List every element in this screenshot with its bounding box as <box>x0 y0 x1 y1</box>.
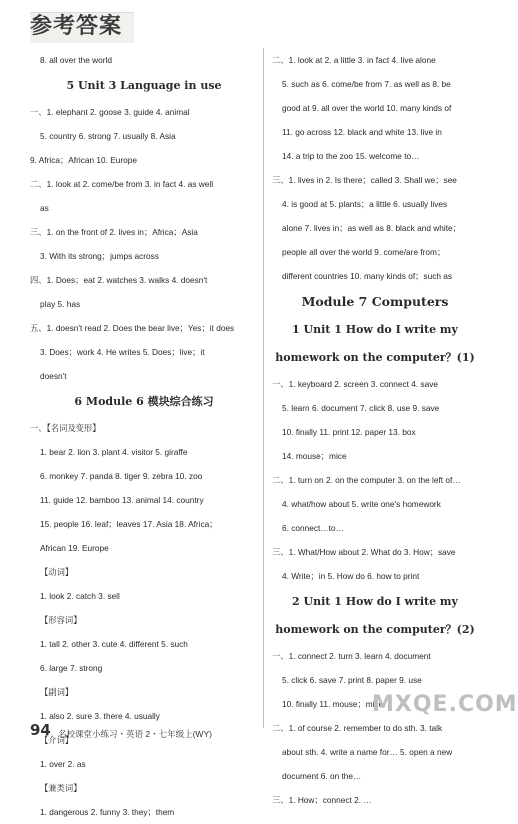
left-answer-line: as <box>40 203 49 213</box>
left-answer-line: 一、【名词及变形】 <box>30 423 101 433</box>
left-answer-line: 1. dangerous 2. funny 3. they；them <box>40 807 175 817</box>
right-answer-line: 三、1. lives in 2. Is there；called 3. Shall we；see <box>272 175 457 185</box>
right-answer-line: homework on the computer？(1) <box>275 351 475 364</box>
right-answer-line: 14. mouse；mice <box>282 451 347 461</box>
footer-text: 名校课堂小练习・英语 2・七年级上(WY) <box>58 729 212 739</box>
right-answer-line: 二、1. look at 2. a little 3. in fact 4. live alone <box>272 55 436 65</box>
right-answer-line: 三、1. What/How about 2. What do 3. How；save <box>272 547 456 557</box>
right-answer-line: people all over the world 9. come/are from； <box>282 247 446 257</box>
left-answer-line: 1. tall 2. other 3. cute 4. different 5. such <box>40 639 188 649</box>
right-answer-line: 一、1. keyboard 2. screen 3. connect 4. save <box>272 379 439 389</box>
right-answer-line: Module 7 Computers <box>301 294 449 309</box>
page-footer <box>30 721 480 744</box>
left-answer-line: 15. people 16. leaf；leaves 17. Asia 18. Africa； <box>40 519 218 529</box>
left-answer-line: 一、1. elephant 2. goose 3. guide 4. animal <box>30 107 190 117</box>
right-answer-line: 14. a trip to the zoo 15. welcome to… <box>282 151 420 161</box>
left-answer-line: 5 Unit 3 Language in use <box>66 79 222 92</box>
left-answer-line: African 19. Europe <box>40 543 109 553</box>
left-answer-line: 6. monkey 7. panda 8. tiger 9. zebra 10. zoo <box>40 471 203 481</box>
left-answer-line: 【兼类词】 <box>40 783 82 793</box>
page-header <box>0 0 500 42</box>
right-answer-line: 5. such as 6. come/be from 7. as well as 8. be <box>282 79 451 89</box>
left-answer-line: 11. guide 12. bamboo 13. animal 14. country <box>40 495 204 505</box>
right-answer-line: different countries 10. many kinds of；such as <box>282 271 453 281</box>
left-answer-line: 3. With its strong；jumps across <box>40 251 159 261</box>
right-answer-line: 一、1. connect 2. turn 3. learn 4. document <box>272 651 431 661</box>
right-answer-line: 三、1. How；connect 2. … <box>272 795 372 805</box>
left-answer-line: 6 Module 6 模块综合练习 <box>74 395 214 408</box>
right-answer-line: 4. Write；in 5. How do 6. how to print <box>282 571 420 581</box>
column-divider <box>263 48 264 728</box>
left-answer-line: 1. look 2. catch 3. sell <box>40 591 120 601</box>
left-answer-line: 【副词】 <box>40 687 74 697</box>
right-answer-line: 二、1. turn on 2. on the computer 3. on the left of… <box>272 475 461 485</box>
right-answer-line: 二、1. of course 2. remember to do sth. 3. talk <box>272 723 443 733</box>
right-answer-line: about sth. 4. write a name for… 5. open a new <box>282 747 453 757</box>
right-answer-line: 4. is good at 5. plants；a little 6. usually lives <box>282 199 448 209</box>
right-answer-line: 1 Unit 1 How do I write my <box>292 323 458 336</box>
left-answer-line: 5. country 6. strong 7. usually 8. Asia <box>40 131 176 141</box>
left-answer-line: 【动词】 <box>40 567 74 577</box>
right-answer-line: 11. go across 12. black and white 13. live in <box>282 127 442 137</box>
left-answer-line: 【形容词】 <box>40 615 82 625</box>
right-answer-line: 5. click 6. save 7. print 8. paper 9. use <box>282 675 422 685</box>
left-answer-line: 四、1. Does；eat 2. watches 3. walks 4. doesn't <box>30 275 208 285</box>
page-title: 参考答案 <box>30 14 123 39</box>
right-answer-line: 5. learn 6. document 7. click 8. use 9. save <box>282 403 440 413</box>
right-answer-line: 10. finally 11. print 12. paper 13. box <box>282 427 416 437</box>
watermark: MXQE.COM <box>372 692 518 717</box>
right-answer-line: homework on the computer？(2) <box>275 623 475 636</box>
left-answer-line: play 5. has <box>40 299 81 309</box>
left-answer-line: 1. bear 2. lion 3. plant 4. visitor 5. giraffe <box>40 447 188 457</box>
right-answer-line: good at 9. all over the world 10. many kinds of <box>282 103 452 113</box>
left-answer-line: 8. all over the world <box>40 55 112 65</box>
right-answer-line: document 6. on the… <box>282 771 362 781</box>
left-answer-line: 二、1. look at 2. come/be from 3. in fact 4. as well <box>30 179 214 189</box>
page-number: 94 <box>30 721 51 739</box>
left-answer-line: 1. over 2. as <box>40 759 86 769</box>
right-answer-line: 10. finally 11. mouse；mice <box>282 699 384 709</box>
left-answer-line: 6. large 7. strong <box>40 663 103 673</box>
left-answer-line: 【介词】 <box>40 735 74 745</box>
right-answer-line: 4. what/how about 5. write one's homework <box>282 499 441 509</box>
right-answer-line: alone 7. lives in；as well as 8. black and white； <box>282 223 461 233</box>
left-answer-line: 五、1. doesn't read 2. Does the bear live；Yes；it does <box>30 323 235 333</box>
left-answer-line: doesn't <box>40 371 67 381</box>
right-answer-line: 6. connect…to… <box>282 523 344 533</box>
right-answer-line: 2 Unit 1 How do I write my <box>292 595 458 608</box>
left-answer-line: 1. also 2. sure 3. there 4. usually <box>40 711 160 721</box>
left-column <box>30 48 258 824</box>
left-answer-line: 3. Does；work 4. He writes 5. Does；live；it <box>40 347 205 357</box>
left-answer-line: 三、1. on the front of 2. lives in；Africa；Asia <box>30 227 198 237</box>
left-answer-line: 9. Africa；African 10. Europe <box>30 155 137 165</box>
